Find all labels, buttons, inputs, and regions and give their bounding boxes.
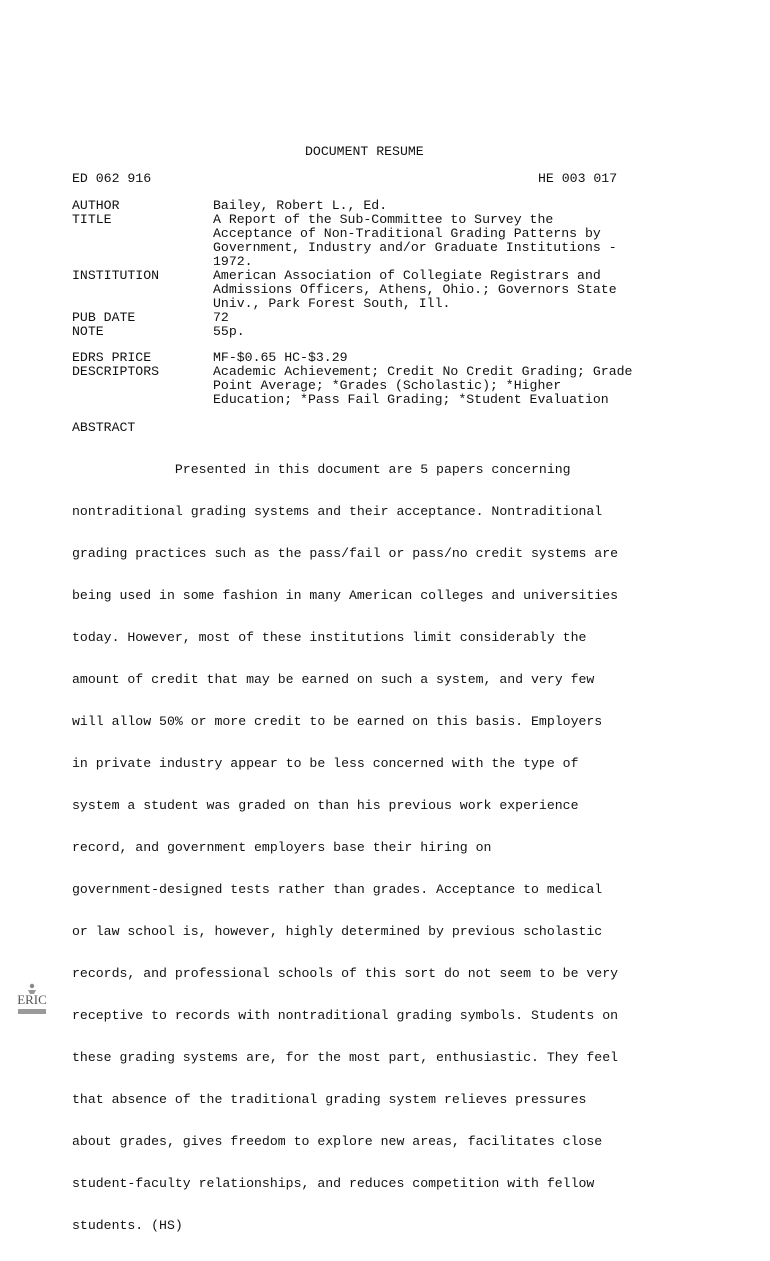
abstract-line: in private industry appear to be less concerned with the type of (72, 756, 579, 771)
abstract-line: or law school is, however, highly determined by previous scholastic (72, 924, 603, 939)
title-line: 1972. (213, 254, 253, 269)
abstract-line: nontraditional grading systems and their acceptance. Nontraditional (72, 504, 603, 519)
abstract-line: today. However, most of these institutions limit considerably the (72, 630, 587, 645)
abstract-line: Presented in this document are 5 papers concerning (72, 462, 571, 477)
title-line: A Report of the Sub-Committee to Survey the (213, 212, 554, 227)
edrs-price-label: EDRS PRICE (72, 350, 152, 365)
abstract-label: ABSTRACT (72, 420, 136, 435)
abstract-body (72, 435, 618, 1261)
title-line: Acceptance of Non-Traditional Grading Patterns by (213, 226, 601, 241)
abstract-line: system a student was graded on than his previous work experience (72, 798, 579, 813)
abstract-line: about grades, gives freedom to explore new areas, facilitates close (72, 1134, 603, 1149)
author-label: AUTHOR (72, 198, 120, 213)
abstract-line: record, and government employers base their hiring on (72, 840, 492, 855)
edrs-price-value: MF-$0.65 HC-$3.29 (213, 350, 348, 365)
eric-logo-text: ERIC (17, 992, 47, 1007)
abstract-line: will allow 50% or more credit to be earned on this basis. Employers (72, 714, 603, 729)
abstract-line: students. (HS) (72, 1218, 183, 1233)
abstract-line: amount of credit that may be earned on such a system, and very few (72, 672, 595, 687)
ed-number: ED 062 916 (72, 171, 152, 186)
abstract-line: government-designed tests rather than grades. Acceptance to medical (72, 882, 603, 897)
document-title: DOCUMENT RESUME (305, 144, 424, 159)
descriptors-line: Education; *Pass Fail Grading; *Student Evaluation (213, 392, 609, 407)
institution-line: American Association of Collegiate Registrars and (213, 268, 601, 283)
abstract-line: that absence of the traditional grading system relieves pressures (72, 1092, 587, 1107)
abstract-line: these grading systems are, for the most part, enthusiastic. They feel (72, 1050, 619, 1065)
he-number: HE 003 017 (538, 171, 618, 186)
abstract-line: receptive to records with nontraditional grading symbols. Students on (72, 1008, 619, 1023)
author-value: Bailey, Robert L., Ed. (213, 198, 388, 213)
abstract-line: student-faculty relationships, and reduces competition with fellow (72, 1176, 595, 1191)
note-label: NOTE (72, 324, 104, 339)
note-value: 55p. (213, 324, 245, 339)
eric-logo-icon (14, 982, 50, 1016)
abstract-line: records, and professional schools of this sort do not seem to be very (72, 966, 619, 981)
pub-date-value: 72 (213, 310, 229, 325)
institution-line: Univ., Park Forest South, Ill. (213, 296, 451, 311)
institution-label: INSTITUTION (72, 268, 160, 283)
title-label: TITLE (72, 212, 112, 227)
title-line: Government, Industry and/or Graduate Institutions - (213, 240, 617, 255)
descriptors-line: Academic Achievement; Credit No Credit Grading; Grade (213, 364, 633, 379)
abstract-line: grading practices such as the pass/fail or pass/no credit systems are (72, 546, 619, 561)
pub-date-label: PUB DATE (72, 310, 136, 325)
descriptors-line: Point Average; *Grades (Scholastic); *Higher (213, 378, 562, 393)
institution-line: Admissions Officers, Athens, Ohio.; Governors State (213, 282, 617, 297)
abstract-line: being used in some fashion in many American colleges and universities (72, 588, 619, 603)
descriptors-label: DESCRIPTORS (72, 364, 160, 379)
